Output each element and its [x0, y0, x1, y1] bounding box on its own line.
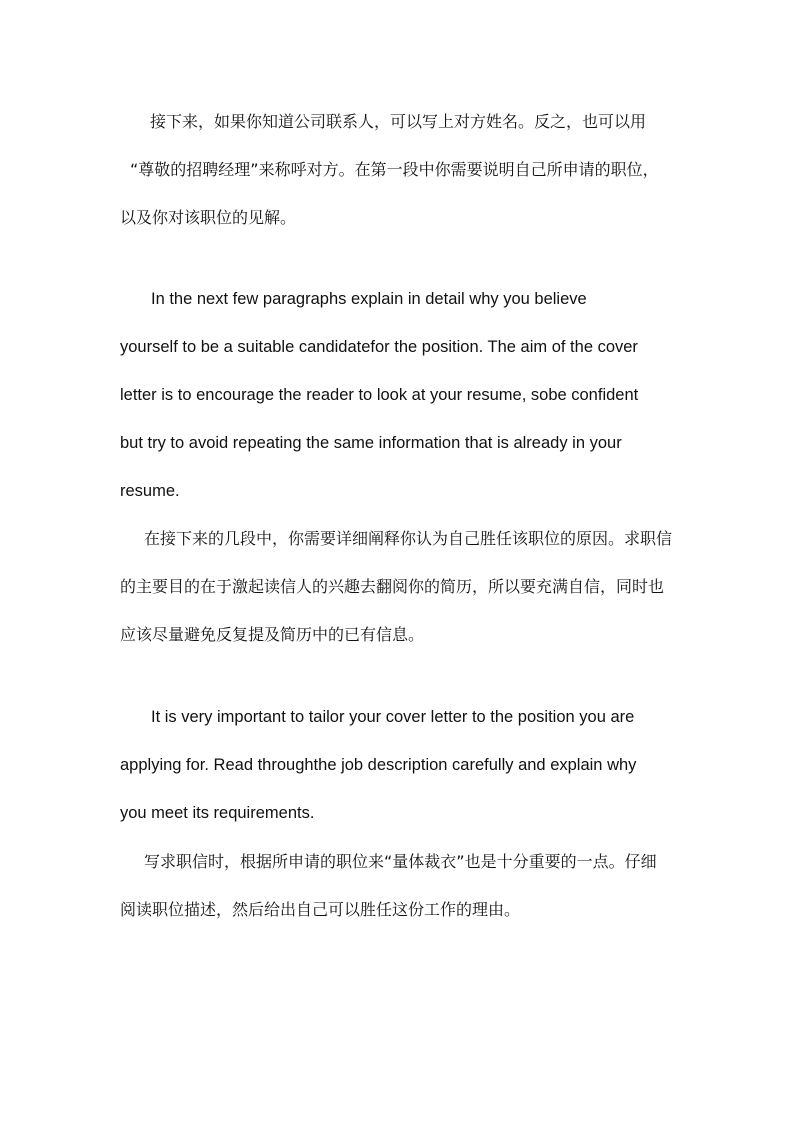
paragraph-2-line-5: resume.	[120, 482, 180, 500]
paragraph-2-line-3: letter is to encourage the reader to look at your resume, sobe confident	[120, 386, 639, 404]
paragraph-2-line-4: but try to avoid repeating the same information that is already in your	[120, 434, 622, 452]
paragraph-3-line-1: 在接下来的几段中，你需要详细阐释你认为自己胜任该职位的原因。求职信	[144, 529, 673, 548]
paragraph-1-line-1: 接下来，如果你知道公司联系人，可以写上对方姓名。反之，也可以用	[150, 112, 647, 131]
paragraph-4-line-2: applying for. Read throughthe job description carefully and explain why	[120, 756, 637, 774]
paragraph-1-line-2: “尊敬的招聘经理”来称呼对方。在第一段中你需要说明自己所申请的职位，	[130, 160, 659, 179]
paragraph-2-line-1: In the next few paragraphs explain in detail why you believe	[151, 290, 587, 308]
paragraph-3-line-3: 应该尽量避免反复提及简历中的已有信息。	[120, 625, 425, 644]
paragraph-3-line-2: 的主要目的在于激起读信人的兴趣去翻阅你的简历，所以要充满自信，同时也	[120, 577, 665, 596]
paragraph-5-line-2: 阅读职位描述，然后给出自己可以胜任这份工作的理由。	[120, 900, 521, 919]
paragraph-1-line-3: 以及你对该职位的见解。	[120, 208, 297, 227]
paragraph-4-line-3: you meet its requirements.	[120, 804, 315, 822]
paragraph-5-line-1: 写求职信时，根据所申请的职位来“量体裁衣”也是十分重要的一点。仔细	[144, 852, 657, 871]
paragraph-4-line-1: It is very important to tailor your cover letter to the position you are	[151, 708, 635, 726]
paragraph-2-line-2: yourself to be a suitable candidatefor the position. The aim of the cover	[120, 338, 638, 356]
